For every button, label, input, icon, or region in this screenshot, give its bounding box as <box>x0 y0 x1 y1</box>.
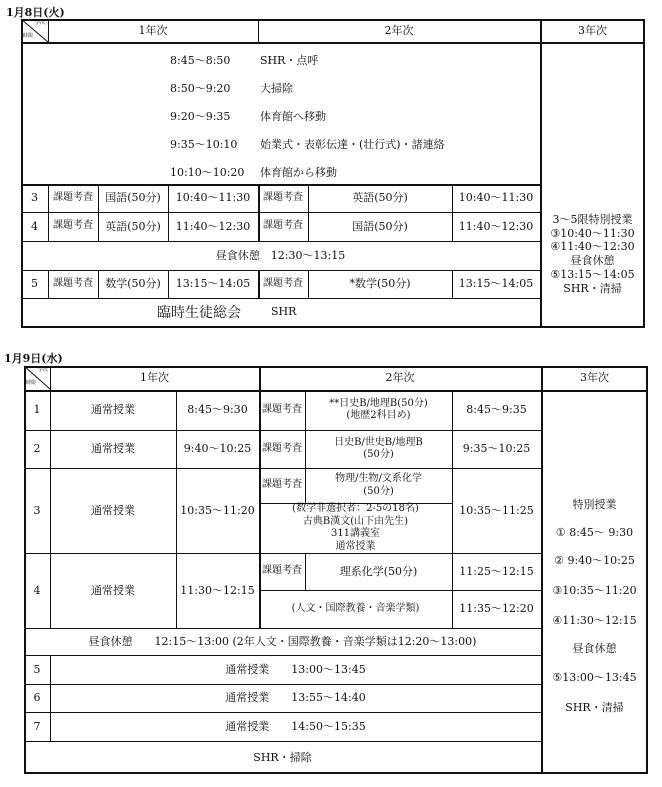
exam-tag: 課題考査 <box>263 191 303 203</box>
exam-time: 10:35〜11:25 <box>459 503 534 517</box>
year3-line: 昼食休憩 <box>570 254 615 267</box>
year3-line: ④11:40〜12:30 <box>550 240 635 254</box>
day2-header-year3: 3年次 <box>580 371 609 385</box>
day1-header-year1: 1年次 <box>138 24 168 38</box>
day2-corner-bottom: 時限 <box>26 380 37 386</box>
exam-time: 11:25〜12:15 <box>459 564 534 578</box>
day1-lunch: 昼食休憩 12:30〜13:15 <box>215 248 346 262</box>
day2-corner-top: 学次 <box>38 367 49 373</box>
alt-class-line: 通常授業 <box>335 540 376 552</box>
exam-subject-line: 物理/生物/文系化学 <box>335 473 422 484</box>
year3-line: 3〜5限特別授業 <box>552 212 633 226</box>
exam-subject <box>305 390 452 430</box>
exam-subject <box>305 468 452 503</box>
exam-subject-line: (50分) <box>363 485 394 497</box>
day2-period-number: 3 <box>33 503 41 517</box>
exam-time: 11:40〜12:30 <box>458 219 534 233</box>
class-type: 通常授業 <box>91 442 135 456</box>
morning-time: 9:35〜10:10 <box>170 138 238 151</box>
year3-line: ③10:35〜11:20 <box>552 584 637 598</box>
morning-event: SHR・点呼 <box>260 54 319 67</box>
exam-subject: 国語(50分) <box>352 219 408 233</box>
alt-class-line: 古典B漢文(山下由先生) <box>302 515 409 527</box>
exam-tag: 課題考査 <box>262 442 302 454</box>
exam-time: 11:40〜12:30 <box>175 219 251 233</box>
day1-period-number: 5 <box>31 277 38 291</box>
class-time: 8:45〜9:30 <box>187 403 248 417</box>
morning-time: 8:45〜8:50 <box>170 54 231 67</box>
day2-header-year2: 2年次 <box>385 371 415 385</box>
exam-tag: 課題考査 <box>53 220 93 232</box>
day2-header-year1: 1年次 <box>140 371 169 385</box>
day2-period-number: 2 <box>33 442 41 456</box>
day2-period-number: 7 <box>33 719 41 733</box>
year3-line: ② 9:40〜10:25 <box>554 554 635 568</box>
alt-class-note <box>259 503 452 553</box>
exam-time: 9:35〜10:25 <box>462 442 531 456</box>
exam-time: 11:35〜12:20 <box>459 602 534 616</box>
class-time: 10:35〜11:20 <box>180 503 255 517</box>
class-time: 9:40〜10:25 <box>183 442 252 456</box>
class-time: 11:30〜12:15 <box>180 583 255 597</box>
day1-period-number: 4 <box>31 219 38 233</box>
year3-line: 昼食休憩 <box>572 642 617 656</box>
year3-line: ③10:40〜11:30 <box>550 226 635 240</box>
day1-title: 1月8日(火) <box>6 6 65 19</box>
exam-time: 13:15〜14:05 <box>458 277 534 291</box>
class-type: 通常授業 <box>91 503 135 517</box>
day1-header-year3: 3年次 <box>578 24 607 38</box>
exam-subject: *数学(50分) <box>349 277 411 291</box>
day1-row-line <box>21 298 540 299</box>
exam-tag: 課題考査 <box>53 191 93 203</box>
exam-subject-line: (地歴2科目め) <box>346 410 411 421</box>
day1-header-year2: 2年次 <box>384 24 414 38</box>
exam-time: 10:40〜11:30 <box>458 191 534 205</box>
exam-time: 10:40〜11:30 <box>175 191 251 205</box>
morning-event: 体育館へ移動 <box>260 110 326 123</box>
exam-time: 13:15〜14:05 <box>175 277 251 291</box>
alt-class-line: (数学非選択者：2-5の18名) <box>292 503 419 514</box>
day1-year3-schedule <box>540 204 645 304</box>
exam-time: 8:45〜9:35 <box>466 403 527 417</box>
day1-period-number: 3 <box>31 191 38 205</box>
regular-class: 通常授業 13:55〜14:40 <box>225 691 366 705</box>
exam-subject: 英語(50分) <box>352 191 408 205</box>
day2-period-number: 5 <box>33 662 41 676</box>
year3-line: SHR・清掃 <box>563 281 622 295</box>
year3-line: ① 8:45〜 9:30 <box>555 526 634 540</box>
morning-time: 8:50〜9:20 <box>170 82 231 95</box>
exam-tag: 課題考査 <box>263 277 303 289</box>
day1-assembly-stamp: 臨時生徒総会 <box>157 305 241 321</box>
day2-title: 1月9日(水) <box>4 352 63 365</box>
day1-corner-top: 学次 <box>35 20 46 26</box>
exam-tag: 課題考査 <box>262 479 302 491</box>
exam-subject: 数学(50分) <box>105 277 161 291</box>
exam-subject: 国語(50分) <box>105 191 161 205</box>
exam-tag: 課題考査 <box>53 277 93 289</box>
year3-line: 特別授業 <box>572 498 617 512</box>
day2-period-number: 6 <box>33 691 41 705</box>
day1-corner-bottom: 時限 <box>23 33 34 39</box>
morning-event: 体育館から移動 <box>260 166 337 179</box>
day2-period-number: 4 <box>33 583 41 597</box>
regular-class: 通常授業 14:50〜15:35 <box>225 719 366 733</box>
day2-period-number: 1 <box>33 403 41 417</box>
morning-time: 9:20〜9:35 <box>170 110 231 123</box>
year3-line: ⑤13:00〜13:45 <box>552 671 637 685</box>
alt-class-line: 311講義室 <box>330 528 381 539</box>
exam-subject-line: (50分) <box>363 449 394 460</box>
morning-time: 10:10〜10:20 <box>170 166 245 179</box>
day1-shr: SHR <box>271 305 297 318</box>
morning-event: 大掃除 <box>260 82 293 95</box>
day2-shr: SHR・掃除 <box>253 750 312 764</box>
exam-subject-line: **日史B/地理B(50分) <box>329 397 428 409</box>
exam-tag: 課題考査 <box>262 403 302 415</box>
regular-class: 通常授業 13:00〜13:45 <box>225 662 366 676</box>
exam-subject-line: 日史B/世史B/地理B <box>334 436 423 448</box>
exam-subject: 英語(50分) <box>105 219 161 233</box>
exam-subject <box>305 430 452 468</box>
year3-line: SHR・清掃 <box>565 701 624 715</box>
year3-line: ④11:30〜12:15 <box>552 614 637 628</box>
class-type: 通常授業 <box>91 403 135 417</box>
class-type: 通常授業 <box>91 583 135 597</box>
exam-tag: 課題考査 <box>262 565 302 577</box>
alt-class-note: (人文・国際教養・音楽学類) <box>291 602 420 614</box>
exam-subject: 理系化学(50分) <box>339 564 418 578</box>
exam-tag: 課題考査 <box>263 220 303 232</box>
morning-event: 始業式・表彰伝達・(壮行式)・諸連絡 <box>260 138 445 151</box>
day2-lunch: 昼食休憩 12:15〜13:00 (2年人文・国際教養・音楽学類は12:20〜13:00) <box>88 634 477 648</box>
year3-line: ⑤13:15〜14:05 <box>550 267 635 281</box>
